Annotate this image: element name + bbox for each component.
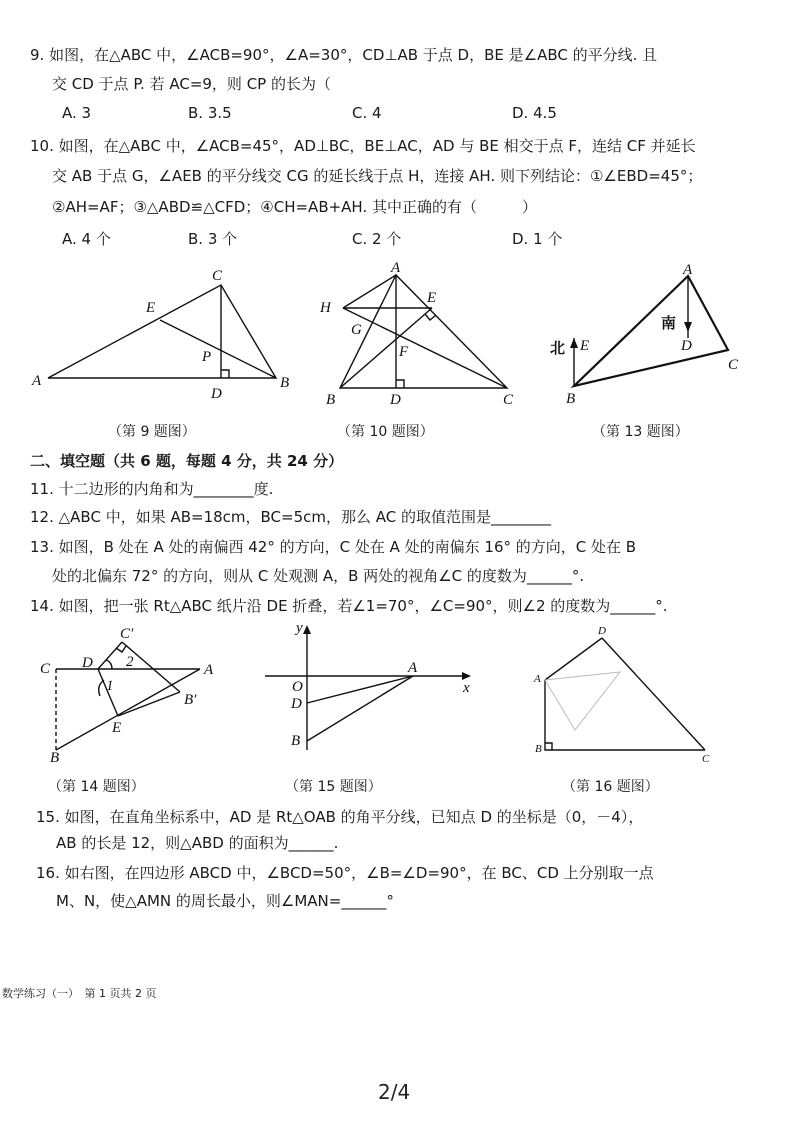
fig9-right-angle-mark <box>221 370 229 378</box>
q10-option-a: A. 4 个 <box>62 230 111 248</box>
fig10-label-c: C <box>503 392 514 408</box>
figure-16 <box>533 625 710 765</box>
fig13-label-d: D <box>681 338 692 354</box>
fig16-label-b: B <box>535 743 542 755</box>
fig9-label-p: P <box>202 349 212 365</box>
fig14-label-d: D <box>82 655 93 671</box>
q15-line1: 15. 如图，在直角坐标系中，AD 是 Rt△OAB 的角平分线，已知点 D 的坐标是（0，－4）， <box>36 808 644 826</box>
page-footer: 数学练习（一） 第 1 页共 2 页 <box>2 987 157 1000</box>
fig15-segment-ad <box>307 676 413 703</box>
fig13-label-e: E <box>580 338 590 354</box>
q10-line3: ②AH=AF；③△ABD≌△CFD；④CH=AB+AH. 其中正确的有（ ） <box>52 198 537 216</box>
fig9-label-c: C <box>212 268 223 284</box>
fig10-label-a: A <box>391 260 401 276</box>
fig13-label-north: 北 <box>550 339 566 357</box>
q13-line2: 处的北偏东 72° 的方向，则从 C 处观测 A，B 两处的视角∠C 的度数为______°. <box>52 567 585 585</box>
fig15-label-b: B <box>291 733 301 749</box>
fig15-label-a: A <box>408 660 418 676</box>
fig9-triangle-abc <box>48 285 276 378</box>
q16-line2: M、N，使△AMN 的周长最小，则∠MAN=______° <box>56 892 394 910</box>
fig9-label-e: E <box>146 300 156 316</box>
q9-option-b: B. 3.5 <box>188 104 232 122</box>
q10-option-c: C. 2 个 <box>352 230 402 248</box>
fig13-south-arrow <box>684 322 692 332</box>
fig10-label-f: F <box>399 344 409 360</box>
q9-option-a: A. 3 <box>62 104 92 122</box>
caption-figure-14: （第 14 题图） <box>48 779 145 795</box>
fig14-angle-2-arc <box>106 660 112 669</box>
q13-line1: 13. 如图，B 处在 A 处的南偏西 42° 的方向，C 处在 A 处的南偏东 16° 的方向，C 处在 B <box>30 538 637 556</box>
fig10-right-angle-d <box>396 380 404 388</box>
figures-row1 <box>0 258 794 418</box>
caption-figure-13: （第 13 题图） <box>592 424 689 440</box>
fig16-faint-construction <box>545 672 620 730</box>
fig13-label-a: A <box>683 262 693 278</box>
q9-option-c: C. 4 <box>352 104 382 122</box>
fig15-segment-ab <box>307 676 413 741</box>
fig14-label-1: 1 <box>106 678 114 694</box>
q11-text: 11. 十二边形的内角和为________度. <box>30 480 274 498</box>
fig10-label-g: G <box>351 322 362 338</box>
fig13-label-south: 南 <box>661 314 677 332</box>
q9-line1: 9. 如图，在△ABC 中，∠ACB=90°，∠A=30°，CD⊥AB 于点 D，BE 是∠ABC 的平分线. 且 <box>30 46 658 64</box>
q9-line2: 交 CD 于点 P. 若 AC=9，则 CP 的长为（ <box>52 75 331 93</box>
q9-option-d: D. 4.5 <box>512 104 557 122</box>
q10-line2: 交 AB 于点 G，∠AEB 的平分线交 CG 的延长线于点 H，连接 AH. 则下列结论：①∠EBD=45°； <box>52 167 703 185</box>
figures-row2 <box>0 620 794 770</box>
fig16-label-d: D <box>598 625 606 637</box>
fig15-label-o: O <box>292 679 303 695</box>
fig10-label-e: E <box>427 290 437 306</box>
fig15-label-y: y <box>296 620 303 636</box>
fig14-label-a: A <box>204 662 214 678</box>
fig16-side-dc <box>602 638 705 750</box>
fig14-segment-dc1 <box>98 642 122 669</box>
fig14-label-c1: C′ <box>120 626 134 642</box>
caption-figure-15: （第 15 题图） <box>285 779 382 795</box>
fig13-north-arrow <box>570 338 578 348</box>
fig14-label-2: 2 <box>126 654 134 670</box>
fig16-label-a: A <box>534 673 541 685</box>
figure-14 <box>40 626 214 766</box>
fig16-sides-ab-bc <box>545 680 705 750</box>
fig14-side-ab <box>56 669 200 750</box>
fig9-label-d: D <box>211 386 222 402</box>
caption-figure-9: （第 9 题图） <box>108 424 196 440</box>
fig16-right-angle-b <box>545 743 552 750</box>
fig15-label-x: x <box>463 680 470 696</box>
figure-10 <box>319 260 514 408</box>
fig14-label-e: E <box>112 720 122 736</box>
caption-figure-10: （第 10 题图） <box>337 424 434 440</box>
fig10-label-d: D <box>390 392 401 408</box>
fig13-triangle-abc <box>574 276 728 386</box>
fig10-label-b: B <box>326 392 336 408</box>
fig14-segment-eb1 <box>118 692 180 716</box>
q10-option-d: D. 1 个 <box>512 230 563 248</box>
fig10-triangle-abc <box>340 275 507 388</box>
q12-text: 12. △ABC 中，如果 AB=18cm，BC=5cm，那么 AC 的取值范围是________ <box>30 508 552 526</box>
fig9-label-a: A <box>32 373 42 389</box>
fig15-y-arrow <box>303 625 311 634</box>
figure-9 <box>31 268 289 402</box>
q10-line1: 10. 如图，在△ABC 中，∠ACB=45°，AD⊥BC，BE⊥AC，AD 与 BE 相交于点 F，连结 CF 并延长 <box>30 137 696 155</box>
fig14-label-b1: B′ <box>184 692 197 708</box>
q15-line2: AB 的长是 12，则△ABD 的面积为______. <box>56 834 339 852</box>
fig14-label-c: C <box>40 661 51 677</box>
q10-option-b: B. 3 个 <box>188 230 238 248</box>
section2-header: 二、填空题（共 6 题，每题 4 分，共 24 分） <box>30 452 344 470</box>
figure-15 <box>265 620 471 750</box>
caption-figure-16: （第 16 题图） <box>562 779 659 795</box>
fig15-label-d: D <box>291 696 302 712</box>
fig10-altitude-be <box>340 308 432 388</box>
q16-line1: 16. 如右图，在四边形 ABCD 中，∠BCD=50°，∠B=∠D=90°，在 BC、CD 上分别取一点 <box>36 864 654 882</box>
page-number: 2/4 <box>378 1080 411 1104</box>
q14-text: 14. 如图，把一张 Rt△ABC 纸片沿 DE 折叠，若∠1=70°，∠C=90°，则∠2 的度数为______°. <box>30 597 668 615</box>
fig10-label-h: H <box>320 300 331 316</box>
fig16-label-c: C <box>702 753 710 765</box>
fig13-label-b: B <box>566 391 576 407</box>
fig16-side-ad <box>545 638 602 680</box>
fig15-x-arrow <box>462 672 471 680</box>
fig9-label-b: B <box>280 375 290 391</box>
figure-13 <box>550 262 739 407</box>
fig13-label-c: C <box>728 357 739 373</box>
fig14-label-b: B <box>50 750 60 766</box>
fig10-line-ch <box>343 308 507 388</box>
